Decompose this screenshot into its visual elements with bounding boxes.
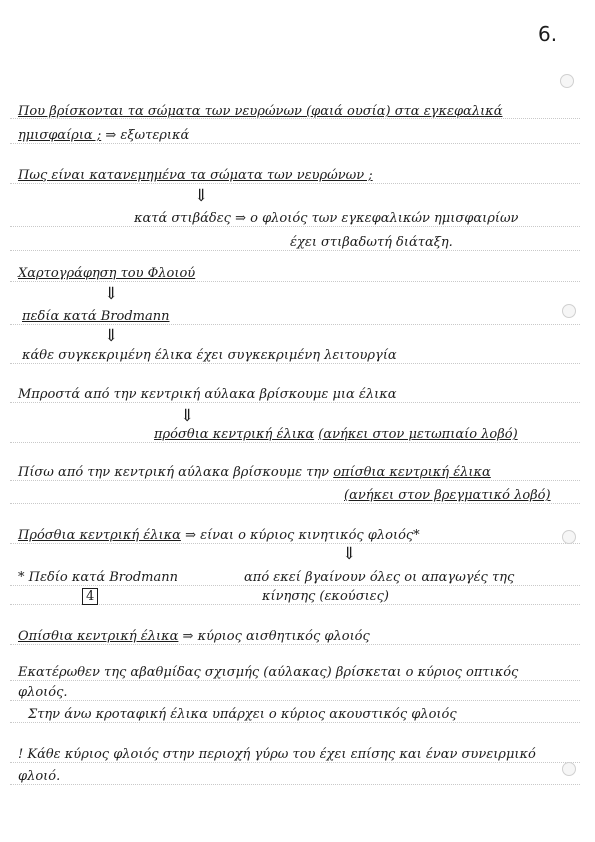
- ruled-line: [10, 784, 580, 785]
- down-arrow-icon: ⇓: [342, 544, 357, 564]
- down-arrow-icon: ⇓: [180, 406, 195, 426]
- ruled-line: [10, 281, 580, 282]
- ruled-line: [10, 442, 580, 443]
- punch-hole: [560, 74, 574, 88]
- auditory-cortex: Στην άνω κροταφική έλικα υπάρχει ο κύριος ακουστικός φλοιός: [28, 707, 457, 722]
- brodmann-field-note: * Πεδίο κατά Brodmann: [18, 570, 178, 585]
- punch-hole: [562, 762, 576, 776]
- ruled-line: [10, 183, 580, 184]
- visual-cortex-line1: Εκατέρωθεν της αβαθμίδας σχισμής (αύλακας) βρίσκεται ο κύριος οπτικός: [18, 665, 519, 680]
- ruled-line: [10, 250, 580, 251]
- ruled-line: [10, 700, 580, 701]
- behind-sulcus: Πίσω από την κεντρική αύλακα βρίσκουμε την: [18, 465, 330, 480]
- precentral-motor-line: [18, 528, 420, 543]
- ruled-line: [10, 762, 580, 763]
- heading-cortex-mapping: Χαρτογράφηση του Φλοιού: [18, 266, 196, 281]
- question-location-end: ημισφαίρια ;: [18, 128, 102, 143]
- ruled-line: [10, 503, 580, 504]
- field-number-box: 4: [82, 588, 98, 605]
- primary-motor-cortex: ⇒ είναι ο κύριος κινητικός φλοιός*: [185, 528, 420, 543]
- ruled-line: [10, 324, 580, 325]
- association-line2: φλοιό.: [18, 769, 61, 784]
- efferent-line2: κίνησης (εκούσιες): [262, 589, 389, 604]
- punch-hole: [562, 530, 576, 544]
- efferent-line1: από εκεί βγαίνουν όλες οι απαγωγές της: [244, 570, 515, 585]
- precentral-gyrus: πρόσθια κεντρική έλικα: [154, 427, 315, 442]
- precentral-heading: Πρόσθια κεντρική έλικα: [18, 528, 181, 543]
- specific-function: κάθε συγκεκριμένη έλικα έχει συγκεκριμένη λειτουργία: [22, 348, 397, 363]
- association-line1: ! Κάθε κύριος φλοιός στην περιοχή γύρω του έχει επίσης και έναν συνειρμικό: [18, 747, 536, 762]
- question-location-line2: [18, 128, 189, 143]
- ruled-line: [10, 226, 580, 227]
- layers-line2: έχει στιβαδωτή διάταξη.: [290, 235, 453, 250]
- primary-sensory-cortex: ⇒ κύριος αισθητικός φλοιός: [182, 629, 370, 644]
- brodmann-fields: πεδία κατά Brodmann: [22, 309, 170, 324]
- ruled-line: [10, 402, 580, 403]
- front-of-sulcus: Μπροστά από την κεντρική αύλακα βρίσκουμε μια έλικα: [18, 387, 397, 402]
- punch-hole: [562, 304, 576, 318]
- down-arrow-icon: ⇓: [104, 284, 119, 304]
- answer-outer: ⇒ εξωτερικά: [105, 128, 190, 143]
- behind-sulcus-line: [18, 465, 491, 480]
- precentral-line: [154, 427, 518, 442]
- ruled-line: [10, 143, 580, 144]
- ruled-line: [10, 644, 580, 645]
- ruled-line: [10, 722, 580, 723]
- layers-line1: κατά στιβάδες ⇒ ο φλοιός των εγκεφαλικών ημισφαιρίων: [134, 211, 519, 226]
- visual-cortex-line2: φλοιός.: [18, 685, 68, 700]
- down-arrow-icon: ⇓: [194, 186, 209, 206]
- ruled-line: [10, 480, 580, 481]
- parietal-lobe-note: (ανήκει στον βρεγματικό λοβό): [344, 488, 551, 503]
- ruled-line: [10, 680, 580, 681]
- postcentral-gyrus: οπίσθια κεντρική έλικα: [333, 465, 491, 480]
- ruled-line: [10, 543, 580, 544]
- question-distribution: Πως είναι κατανεμημένα τα σώματα των νευρώνων ;: [18, 168, 373, 183]
- question-location-line1: Που βρίσκονται τα σώματα των νευρώνων (φαιά ουσία) στα εγκεφαλικά: [18, 104, 503, 119]
- frontal-lobe-note: (ανήκει στον μετωπιαίο λοβό): [318, 427, 518, 442]
- down-arrow-icon: ⇓: [104, 326, 119, 346]
- postcentral-sensory-line: [18, 629, 370, 644]
- brodmann-field-number: [82, 589, 98, 604]
- ruled-line: [10, 585, 580, 586]
- page-number: 6.: [538, 22, 558, 46]
- postcentral-heading: Οπίσθια κεντρική έλικα: [18, 629, 179, 644]
- ruled-line: [10, 363, 580, 364]
